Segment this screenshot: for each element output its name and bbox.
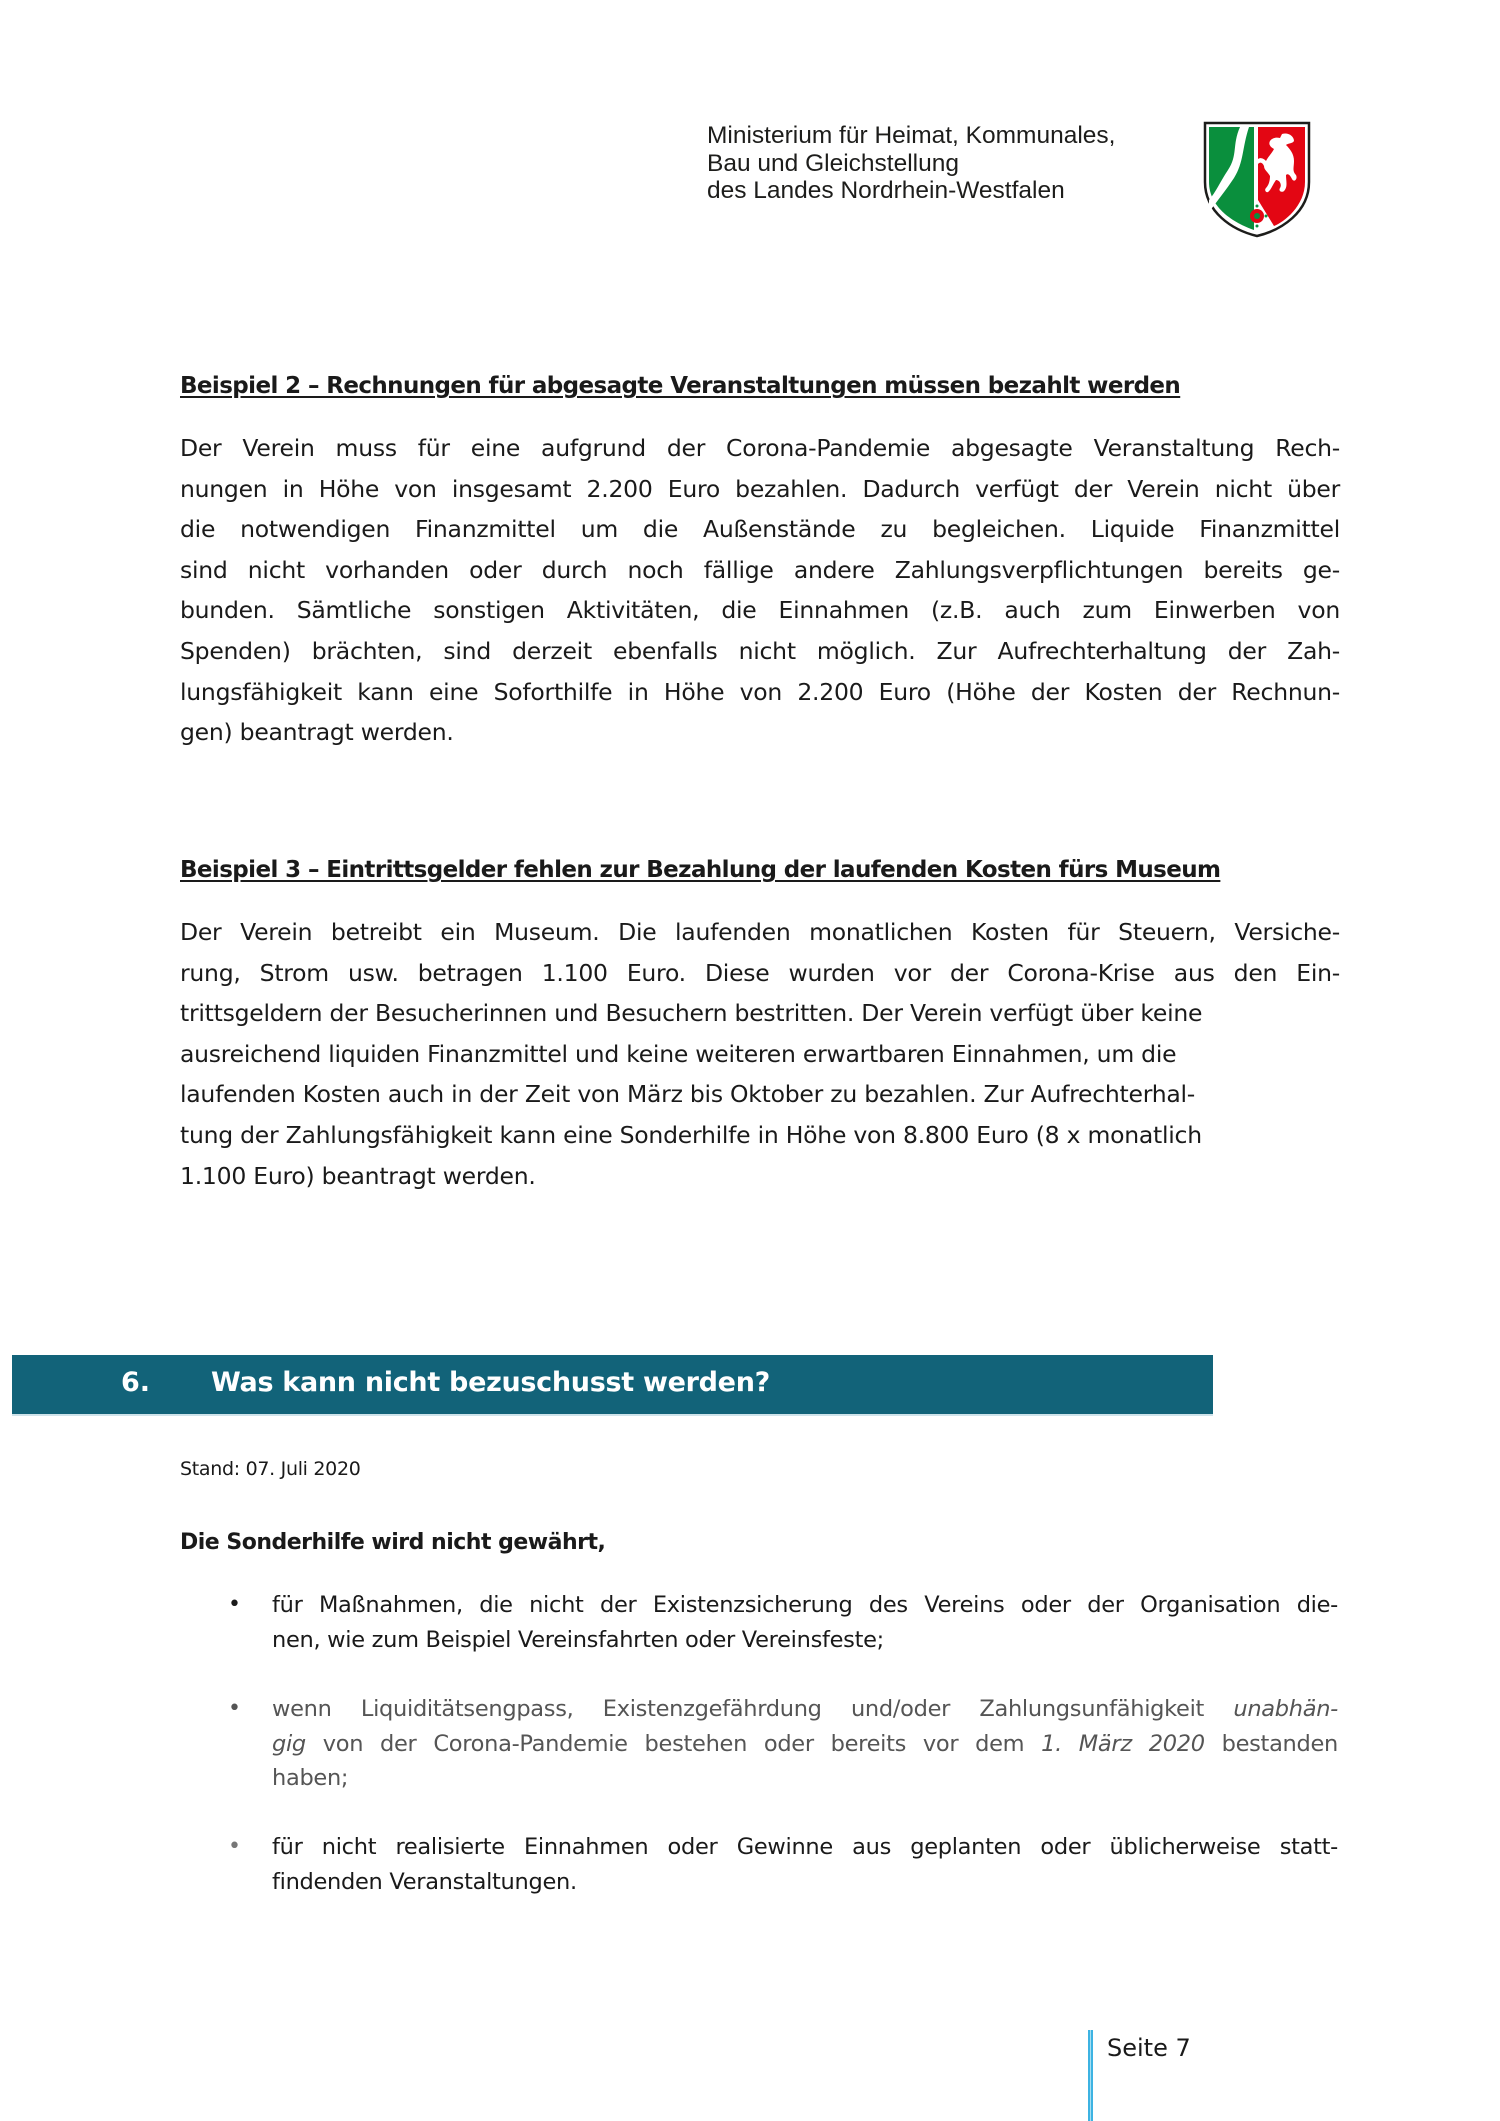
paragraph-line: ausreichend liquiden Finanzmittel und keine weiteren erwartbaren Einnahmen, um die	[180, 1039, 1177, 1068]
emphasis-text: gig	[272, 1730, 306, 1757]
list-item-line: für Maßnahmen, die nicht der Existenzsicherung des Vereins oder der Organisation die-	[272, 1592, 1338, 1618]
ministry-name-line: Bau und Gleichstellung	[707, 149, 959, 177]
paragraph-line: Der Verein betreibt ein Museum. Die laufenden monatlichen Kosten für Steuern, Versiche-	[180, 918, 1340, 946]
ministry-name-line: des Landes Nordrhein-Westfalen	[707, 177, 1065, 204]
footer-accent-line	[1088, 2030, 1093, 2121]
paragraph-line: nungen in Höhe von insgesamt 2.200 Euro bezahlen. Dadurch verfügt der Verein nicht über	[180, 474, 1340, 503]
emphasis-date: 1. März 2020	[1041, 1730, 1205, 1757]
example-3-heading: Beispiel 3 – Eintrittsgelder fehlen zur Bezahlung der laufenden Kosten fürs Museum	[180, 857, 1221, 883]
paragraph-line: laufenden Kosten auch in der Zeit von März bis Oktober zu bezahlen. Zur Aufrechterhal-	[180, 1080, 1196, 1109]
section-number: 6.	[121, 1367, 151, 1398]
coat-of-arms-svg	[1202, 120, 1312, 238]
example-2-paragraph	[180, 428, 1340, 753]
example-3-paragraph	[180, 912, 1340, 1196]
example-2-heading: Beispiel 2 – Rechnungen für abgesagte Veranstaltungen müssen bezahlt werden	[180, 373, 1181, 399]
paragraph-line: die notwendigen Finanzmittel um die Außenstände zu begleichen. Liquide Finanzmittel	[180, 515, 1340, 544]
list-item-line: für nicht realisierte Einnahmen oder Gewinne aus geplanten oder üblicherweise statt-	[272, 1834, 1338, 1860]
nrw-coat-of-arms-icon	[1202, 120, 1312, 238]
ministry-name-line: Ministerium für Heimat, Kommunales,	[707, 122, 1116, 149]
bullet-icon: •	[228, 1696, 241, 1721]
ministry-name	[707, 122, 1115, 205]
stand-date: Stand: 07. Juli 2020	[180, 1458, 361, 1480]
bullet-icon: •	[228, 1834, 241, 1859]
section-6-banner	[12, 1355, 1213, 1416]
list-item-line: nen, wie zum Beispiel Vereinsfahrten oder Vereinsfeste;	[272, 1626, 884, 1653]
list-item-line	[272, 1692, 1338, 1727]
list-item-line: haben;	[272, 1765, 349, 1791]
list-item-text	[272, 1830, 1338, 1899]
paragraph-line: tung der Zahlungsfähigkeit kann eine Sonderhilfe in Höhe von 8.800 Euro (8 x monatlich	[180, 1120, 1202, 1149]
text-run: wenn Liquiditätsengpass, Existenzgefährdung und/oder Zahlungsunfähigkeit	[272, 1696, 1234, 1722]
list-item-line	[272, 1727, 1338, 1762]
list-item-line: findenden Veranstaltungen.	[272, 1868, 577, 1895]
paragraph-line: bunden. Sämtliche sonstigen Aktivitäten, die Einnahmen (z.B. auch zum Einwerben von	[180, 596, 1340, 625]
paragraph-line: lungsfähigkeit kann eine Soforthilfe in Höhe von 2.200 Euro (Höhe der Kosten der Rechnun-	[180, 677, 1340, 706]
paragraph-line: 1.100 Euro) beantragt werden.	[180, 1161, 536, 1190]
page-number: Seite 7	[1107, 2034, 1191, 2062]
paragraph-line: sind nicht vorhanden oder durch noch fällige andere Zahlungsverpflichtungen bereits ge-	[180, 555, 1340, 584]
paragraph-line: rung, Strom usw. betragen 1.100 Euro. Diese wurden vor der Corona-Krise aus den Ein-	[180, 958, 1340, 987]
paragraph-line: Spenden) brächten, sind derzeit ebenfalls nicht möglich. Zur Aufrechterhaltung der Zah-	[180, 636, 1340, 665]
list-item-text	[272, 1588, 1338, 1657]
bullet-icon: •	[228, 1592, 241, 1617]
section-title: Was kann nicht bezuschusst werden?	[211, 1367, 770, 1398]
paragraph-line: trittsgeldern der Besucherinnen und Besuchern bestritten. Der Verein verfügt über keine	[180, 999, 1203, 1028]
paragraph-line: Der Verein muss für eine aufgrund der Corona-Pandemie abgesagte Veranstaltung Rech-	[180, 434, 1340, 462]
emphasis-text: unabhän-	[1233, 1696, 1338, 1722]
text-run: bestanden	[1204, 1730, 1338, 1757]
list-item-text	[272, 1692, 1338, 1796]
section-lead-text: Die Sonderhilfe wird nicht gewährt,	[180, 1530, 606, 1555]
text-run: von der Corona-Pandemie bestehen oder bereits vor dem	[305, 1730, 1042, 1757]
paragraph-line: gen) beantragt werden.	[180, 718, 454, 747]
